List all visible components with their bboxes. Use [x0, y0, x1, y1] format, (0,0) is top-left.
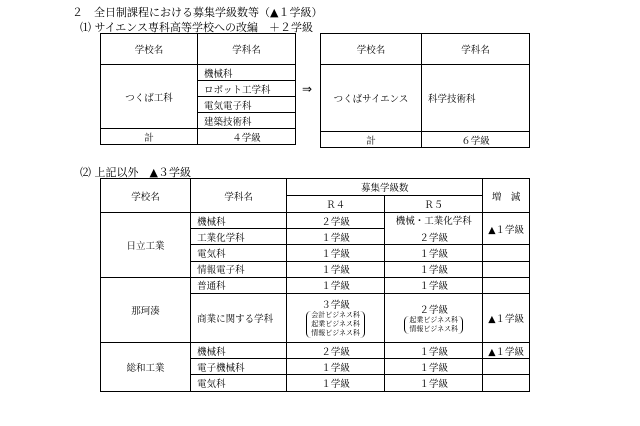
- list-item: 起業ビジネス科: [311, 320, 361, 329]
- change-cell: [483, 375, 530, 391]
- school-name: つくばサイエンス: [321, 65, 422, 132]
- header-school: 学校名: [101, 179, 191, 213]
- class-count-table: [100, 178, 530, 392]
- r4-commerce-cell: [287, 293, 385, 342]
- r4-cell: １学級: [287, 261, 385, 277]
- total-label: 計: [321, 132, 422, 148]
- subsection-2-title: ⑵ 上記以外 ▲３学級: [80, 166, 191, 179]
- department-cell: 電子機械科: [191, 359, 287, 375]
- change-cell: [483, 359, 530, 375]
- r4-cell: １学級: [287, 375, 385, 391]
- list-item: 起業ビジネス科: [409, 315, 459, 324]
- department-cell: 商業に関する学科: [191, 293, 287, 342]
- department-cell: 建築技術科: [198, 113, 296, 129]
- r5-commerce-list: [404, 316, 463, 334]
- r5-commerce-value: ２学級: [419, 304, 448, 316]
- merged-department: 機械・工業化学科: [395, 216, 472, 228]
- department-cell: ロボット工学科: [198, 81, 296, 97]
- department-cell: 電気科: [191, 245, 287, 261]
- school-name: つくば工科: [101, 65, 198, 129]
- department-cell: 科学技術科: [422, 65, 530, 132]
- r4-cell: １学級: [287, 229, 385, 245]
- department-cell: 機械科: [198, 65, 296, 81]
- merged-value: ２学級: [419, 233, 448, 245]
- header-r4: Ｒ４: [287, 196, 385, 213]
- change-cell: [483, 277, 530, 293]
- department-cell: 情報電子科: [191, 261, 287, 277]
- after-table: [320, 33, 530, 148]
- header-class-count: 募集学級数: [287, 179, 483, 196]
- r4-commerce-value: ３学級: [321, 300, 350, 312]
- header-school: 学校名: [321, 34, 422, 65]
- transition-arrow: ⇒: [302, 82, 313, 96]
- change-cell: [483, 261, 530, 277]
- r5-cell: １学級: [385, 375, 483, 391]
- school-name: 那珂湊: [101, 277, 191, 342]
- section-title: ２ 全日制課程における募集学級数等（▲１学級）: [72, 6, 323, 19]
- change-cell: ▲１学級: [483, 342, 530, 358]
- r4-cell: １学級: [287, 359, 385, 375]
- school-name: 日立工業: [101, 213, 191, 278]
- department-cell: 機械科: [191, 213, 287, 229]
- r4-cell: １学級: [287, 245, 385, 261]
- subsection-1-title: ⑴ サイエンス専科高等学校への改編 ＋２学級: [80, 21, 313, 34]
- r4-cell: ２学級: [287, 213, 385, 229]
- r5-merged-cell: [385, 213, 483, 245]
- change-cell: ▲１学級: [483, 213, 530, 245]
- header-change: 増 減: [483, 179, 530, 213]
- header-department: 学科名: [422, 34, 530, 65]
- header-school: 学校名: [101, 34, 198, 65]
- r4-commerce-list: [306, 311, 365, 338]
- r4-cell: １学級: [287, 277, 385, 293]
- list-item: 情報ビジネス科: [409, 324, 459, 333]
- r5-cell: １学級: [385, 277, 483, 293]
- change-cell: ▲１学級: [483, 293, 530, 342]
- r5-cell: １学級: [385, 342, 483, 358]
- before-table: [100, 33, 296, 145]
- header-department: 学科名: [191, 179, 287, 213]
- header-department: 学科名: [198, 34, 296, 65]
- department-cell: 普通科: [191, 277, 287, 293]
- department-cell: 工業化学科: [191, 229, 287, 245]
- r5-cell: １学級: [385, 261, 483, 277]
- total-label: 計: [101, 129, 198, 145]
- list-item: 情報ビジネス科: [311, 329, 361, 338]
- r4-cell: ２学級: [287, 342, 385, 358]
- r5-commerce-cell: [385, 293, 483, 342]
- header-r5: Ｒ５: [385, 196, 483, 213]
- school-name: 総和工業: [101, 342, 191, 391]
- total-value: ６学級: [422, 132, 530, 148]
- total-value: ４学級: [198, 129, 296, 145]
- list-item: 会計ビジネス科: [311, 311, 361, 320]
- r5-cell: １学級: [385, 245, 483, 261]
- r5-cell: １学級: [385, 359, 483, 375]
- department-cell: 電気科: [191, 375, 287, 391]
- department-cell: 機械科: [191, 342, 287, 358]
- change-cell: [483, 245, 530, 261]
- department-cell: 電気電子科: [198, 97, 296, 113]
